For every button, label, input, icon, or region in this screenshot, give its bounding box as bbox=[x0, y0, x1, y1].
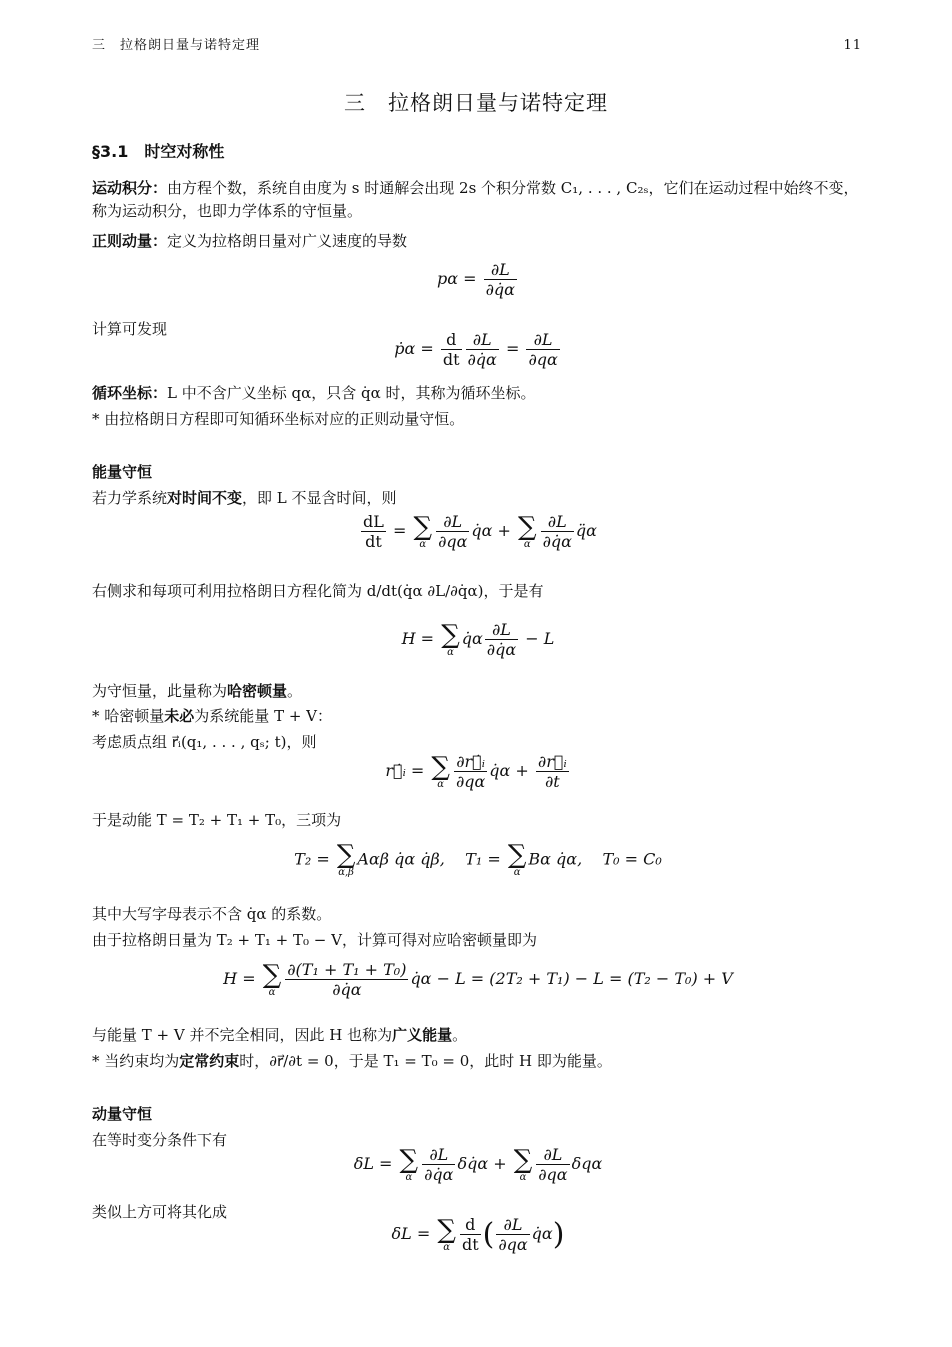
frac-den: dt bbox=[365, 532, 382, 552]
frac-den: ∂q̇α bbox=[424, 1165, 454, 1185]
term: Bα q̇α, bbox=[528, 849, 583, 869]
fraction bbox=[466, 330, 499, 369]
fraction bbox=[484, 260, 517, 299]
bold-text: 广义能量 bbox=[392, 1026, 453, 1044]
text: 。 bbox=[287, 682, 303, 700]
text: 为守恒量，此量称为 bbox=[92, 682, 228, 700]
fraction bbox=[496, 1215, 529, 1254]
eq-lhs: pα = bbox=[437, 269, 477, 289]
sum-symbol: ∑ α,β bbox=[336, 840, 356, 878]
frac-den: ∂qα bbox=[498, 1235, 528, 1254]
frac-den: ∂q̇α bbox=[485, 280, 515, 300]
fraction bbox=[361, 512, 386, 551]
chapter-title: 三 拉格朗日量与诺特定理 bbox=[344, 91, 608, 115]
frac-den: dt bbox=[442, 350, 460, 370]
paren: ( bbox=[482, 1217, 495, 1252]
bold-text: 未必 bbox=[164, 707, 195, 725]
frac-num: ∂L bbox=[436, 512, 469, 532]
equation-momentum-derivative bbox=[92, 330, 864, 369]
term: q̇α − L = (2T₂ + T₁) − L = (T₂ − T₀) + V bbox=[410, 969, 733, 989]
fraction bbox=[485, 620, 518, 659]
energy-line5: 于是动能 T = T₂ + T₁ + T₀，三项为 bbox=[92, 811, 342, 829]
term: q̇α bbox=[471, 521, 493, 541]
eq-lhs: T₂ = bbox=[294, 849, 330, 869]
text: * 哈密顿量 bbox=[92, 707, 165, 725]
fraction bbox=[422, 1145, 455, 1184]
cyclic-term: 循环坐标： bbox=[92, 384, 168, 402]
cyclic-text: L 中不含广义坐标 qα，只含 q̇α 时，其称为循环坐标。 bbox=[167, 384, 536, 402]
sum-symbol: ∑ α bbox=[399, 1144, 419, 1183]
term: δqα bbox=[571, 1154, 603, 1174]
eq-lhs: T₁ = bbox=[465, 849, 501, 869]
sum-sub: α bbox=[447, 646, 454, 658]
frac-num: ∂r⃗ᵢ bbox=[537, 752, 567, 771]
text: 与能量 T + V 并不完全相同，因此 H 也称为 bbox=[92, 1026, 393, 1044]
frac-den: ∂qα bbox=[538, 1165, 568, 1185]
paren: ) bbox=[552, 1217, 565, 1252]
frac-num: d bbox=[441, 330, 462, 350]
energy-note2 bbox=[92, 1050, 864, 1073]
sum-sub: α bbox=[405, 1171, 413, 1183]
equation-dL-dt bbox=[92, 512, 864, 551]
cyclic-coordinate-paragraph bbox=[92, 382, 864, 405]
canonical-momentum-text: 定义为拉格朗日量对广义速度的导数 bbox=[167, 232, 408, 250]
text: 若力学系统 bbox=[92, 489, 168, 507]
eq-lhs: r⃗̇ᵢ = bbox=[385, 761, 425, 781]
cyclic-note: * 由拉格朗日方程即可知循环坐标对应的正则动量守恒。 bbox=[92, 410, 465, 428]
equation-hamiltonian bbox=[92, 620, 864, 659]
frac-num: ∂L bbox=[484, 260, 517, 280]
frac-num: d bbox=[460, 1215, 481, 1235]
fraction bbox=[454, 752, 487, 791]
sum-sub: α bbox=[437, 778, 445, 790]
eq-lhs: δL = bbox=[353, 1154, 393, 1174]
energy-heading: 能量守恒 bbox=[92, 463, 153, 481]
energy-note bbox=[92, 705, 864, 728]
equation-kinetic-terms bbox=[92, 842, 864, 878]
frac-num: ∂L bbox=[485, 620, 518, 640]
text: 为系统能量 T + V： bbox=[194, 707, 333, 725]
frac-num: dL bbox=[363, 512, 384, 531]
momentum-line2: 类似上方可将其化成 bbox=[92, 1203, 228, 1221]
eq-lhs: δL = bbox=[391, 1224, 431, 1243]
fraction bbox=[285, 960, 408, 999]
sum-symbol: ∑ α bbox=[513, 1144, 533, 1183]
term: T₀ = C₀ bbox=[602, 849, 662, 869]
term: q̈α bbox=[575, 521, 597, 541]
fraction-d-dt bbox=[441, 330, 462, 369]
canonical-momentum-paragraph bbox=[92, 230, 864, 253]
eq-lhs: H = bbox=[223, 969, 256, 989]
energy-line1 bbox=[92, 487, 864, 510]
motion-integral-paragraph bbox=[92, 177, 864, 222]
running-title: 三 拉格朗日量与诺特定理 bbox=[92, 38, 261, 53]
motion-integral-text: 由方程个数，系统自由度为 s 时通解会出现 2s 个积分常数 C₁, . . . , C₂ₛ，它们在运动过程中始终不变，称为运动积分，也即力学体系的守恒量。 bbox=[92, 179, 859, 220]
plus: + bbox=[515, 761, 529, 781]
frac-num: ∂L bbox=[526, 330, 559, 350]
frac-den: ∂q̇α bbox=[467, 350, 497, 370]
frac-den: ∂qα bbox=[438, 532, 468, 552]
fraction bbox=[436, 512, 469, 551]
frac-den: ∂q̇α bbox=[332, 980, 362, 1000]
canonical-momentum-term: 正则动量： bbox=[92, 232, 168, 250]
sum-sub: α bbox=[268, 986, 276, 998]
momentum-heading: 动量守恒 bbox=[92, 1105, 153, 1123]
text: 。 bbox=[452, 1026, 468, 1044]
fraction bbox=[541, 512, 574, 551]
plus: + bbox=[493, 1154, 507, 1174]
equation-generalized-hamiltonian bbox=[92, 960, 864, 999]
equation-canonical-momentum bbox=[92, 260, 864, 299]
text: 时，∂r⃗/∂t = 0，于是 T₁ = T₀ = 0，此时 H 即为能量。 bbox=[239, 1052, 612, 1070]
frac-num: ∂r⃗̇ᵢ bbox=[454, 752, 487, 772]
equation-variation bbox=[92, 1145, 864, 1184]
eq-sign: = bbox=[393, 521, 407, 541]
fraction bbox=[536, 752, 569, 791]
section-title: §3.1 时空对称性 bbox=[92, 142, 225, 161]
frac-den: ∂qα bbox=[455, 772, 486, 792]
sum-symbol: ∑ α bbox=[437, 1214, 456, 1253]
equation-variation-total bbox=[92, 1212, 864, 1257]
term: q̇α bbox=[461, 629, 483, 649]
eq-lhs: ṗα = bbox=[394, 339, 434, 359]
sum-symbol: ∑ α bbox=[262, 959, 282, 998]
plus: + bbox=[497, 521, 511, 541]
eq-lhs: H = bbox=[401, 629, 435, 649]
page-number: 11 bbox=[843, 38, 862, 53]
sum-sub: α bbox=[419, 538, 427, 550]
frac-num: ∂L bbox=[466, 330, 499, 350]
frac-num: ∂L bbox=[536, 1145, 569, 1165]
frac-num: ∂L bbox=[541, 512, 574, 532]
fraction-d-dt bbox=[460, 1215, 481, 1254]
frac-num: ∂(T₁ + T₁ + T₀) bbox=[287, 960, 407, 979]
frac-den: ∂q̇α bbox=[486, 640, 517, 660]
frac-den: ∂q̇α bbox=[542, 532, 572, 552]
sum-sub: α bbox=[519, 1171, 527, 1183]
motion-integral-term: 运动积分： bbox=[92, 179, 168, 197]
term: q̇α bbox=[489, 761, 511, 781]
frac-num: ∂L bbox=[422, 1145, 455, 1165]
sum-sub: α bbox=[513, 867, 521, 878]
sum-symbol: ∑ α bbox=[413, 511, 433, 550]
momentum-line1: 在等时变分条件下有 bbox=[92, 1131, 228, 1149]
sum-sub: α bbox=[443, 1241, 451, 1253]
sum-sub: α bbox=[523, 538, 531, 550]
sum-symbol: ∑ α bbox=[441, 619, 460, 658]
calc-found-line: 计算可发现 bbox=[92, 320, 168, 338]
equation-velocity bbox=[92, 752, 864, 791]
text: * 当约束均为 bbox=[92, 1052, 180, 1070]
bold-text: 对时间不变 bbox=[167, 489, 243, 507]
energy-line7: 由于拉格朗日量为 T₂ + T₁ + T₀ − V，计算可得对应哈密顿量即为 bbox=[92, 931, 537, 949]
eq-sign: = bbox=[505, 339, 520, 359]
energy-line3 bbox=[92, 680, 864, 703]
frac-den: ∂qα bbox=[528, 350, 558, 370]
energy-line2: 右侧求和每项可利用拉格朗日方程化简为 d/dt(q̇α ∂L/∂q̇α)，于是有 bbox=[92, 582, 544, 600]
energy-line8 bbox=[92, 1024, 864, 1047]
term: δq̇α bbox=[457, 1154, 489, 1174]
sum-sub: α,β bbox=[338, 867, 354, 878]
sum-symbol: ∑ α bbox=[507, 840, 527, 878]
term: Aαβ q̇α q̇β, bbox=[357, 849, 445, 869]
bold-text: 定常约束 bbox=[179, 1052, 240, 1070]
fraction bbox=[526, 330, 559, 369]
term: q̇α bbox=[531, 1224, 553, 1243]
term: − L bbox=[525, 629, 555, 649]
energy-line4: 考虑质点组 r⃗ᵢ(q₁, . . . , qₛ; t)，则 bbox=[92, 733, 317, 751]
frac-num: ∂L bbox=[496, 1215, 529, 1235]
sum-symbol: ∑ α bbox=[431, 751, 450, 790]
bold-text: 哈密顿量 bbox=[227, 682, 288, 700]
energy-line6: 其中大写字母表示不含 q̇α 的系数。 bbox=[92, 905, 332, 923]
fraction bbox=[536, 1145, 569, 1184]
text: ，即 L 不显含时间，则 bbox=[242, 489, 397, 507]
sum-symbol: ∑ α bbox=[518, 511, 537, 550]
frac-den: ∂t bbox=[544, 772, 560, 792]
frac-den: dt bbox=[461, 1235, 479, 1254]
